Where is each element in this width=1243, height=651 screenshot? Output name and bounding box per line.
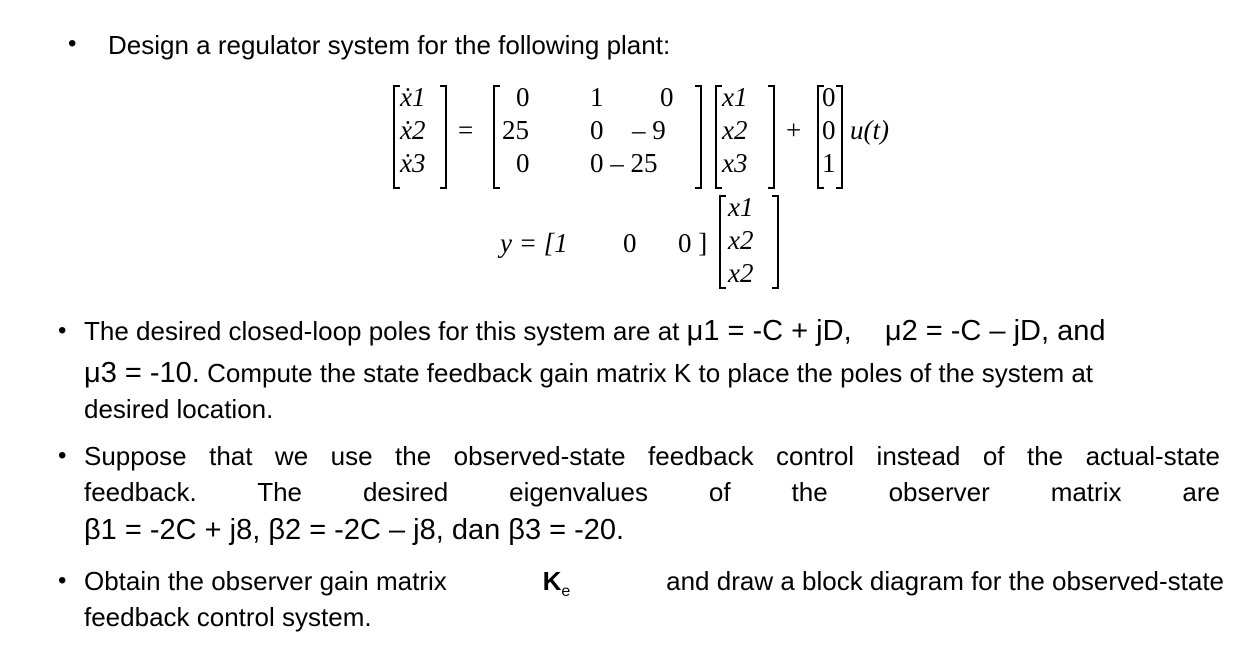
b-2: 0 [822, 115, 836, 145]
bullet2-line2 [84, 355, 1224, 391]
xdot-2: ẋ2 [400, 115, 426, 145]
pole-mu2: μ2 = -C – jD, and [884, 315, 1106, 347]
b-3: 1 [822, 148, 836, 178]
bullet-dot: • [58, 317, 67, 344]
pole-mu1: μ1 = -C + jD, [686, 315, 852, 347]
bullet4-line2: feedback control system. [84, 602, 372, 632]
bullet4-intro: Obtain the observer gain matrix [84, 566, 447, 596]
equals-sign: = [458, 115, 474, 145]
bullet2-line3: desired location. [84, 394, 274, 424]
a-12: 1 [590, 82, 604, 112]
pole-mu3: μ3 = -10. [84, 357, 200, 389]
bullet2-line1 [84, 313, 1224, 349]
bullet-dot: • [68, 30, 77, 57]
bullet4-rest: and draw a block diagram for the observed-state [666, 566, 1224, 596]
a-22: 0 [590, 115, 604, 145]
xdot-1: ẋ1 [400, 82, 426, 112]
output-x-1: x1 [728, 192, 754, 222]
x-1: x1 [722, 82, 748, 112]
observer-eigenvalues: β1 = -2C + j8, β2 = -2C – j8, dan β3 = -20. [84, 514, 625, 546]
bullet-dot: • [58, 442, 67, 469]
bullet2-intro: The desired closed-loop poles for this system are at [84, 316, 680, 346]
observer-gain-symbol [543, 563, 571, 610]
input-u: u(t) [850, 115, 889, 145]
bullet3-line1: Suppose that we use the observed-state feedback control instead of the actual-state [84, 441, 1220, 471]
a-31: 0 [516, 148, 530, 178]
a-13: 0 [660, 82, 674, 112]
a-11: 0 [516, 82, 530, 112]
plus-sign: + [786, 115, 802, 145]
xdot-3: ẋ3 [400, 148, 426, 178]
output-x-2: x2 [728, 225, 754, 255]
b-1: 0 [822, 82, 836, 112]
bullet2-compute: Compute the state feedback gain matrix K to place the poles of the system at [207, 358, 1094, 388]
output-x-3: x2 [728, 258, 754, 288]
ke-letter: K [542, 566, 562, 596]
bullet1-text: Design a regulator system for the following plant: [108, 30, 671, 60]
output-lhs: y = [1 [500, 228, 568, 258]
a-32-33: 0 – 25 [590, 148, 658, 178]
bullet3-line2: feedback. The desired eigenvalues of the observer matrix are [84, 477, 1220, 507]
ke-subscript: e [561, 583, 571, 601]
bullet-dot: • [58, 567, 67, 594]
output-c-3: 0 ] [678, 228, 708, 258]
a-23: – 9 [632, 115, 666, 145]
x-2: x2 [722, 115, 748, 145]
x-3: x3 [722, 148, 748, 178]
a-21: 25 [502, 115, 529, 145]
output-c-2: 0 [623, 228, 637, 258]
